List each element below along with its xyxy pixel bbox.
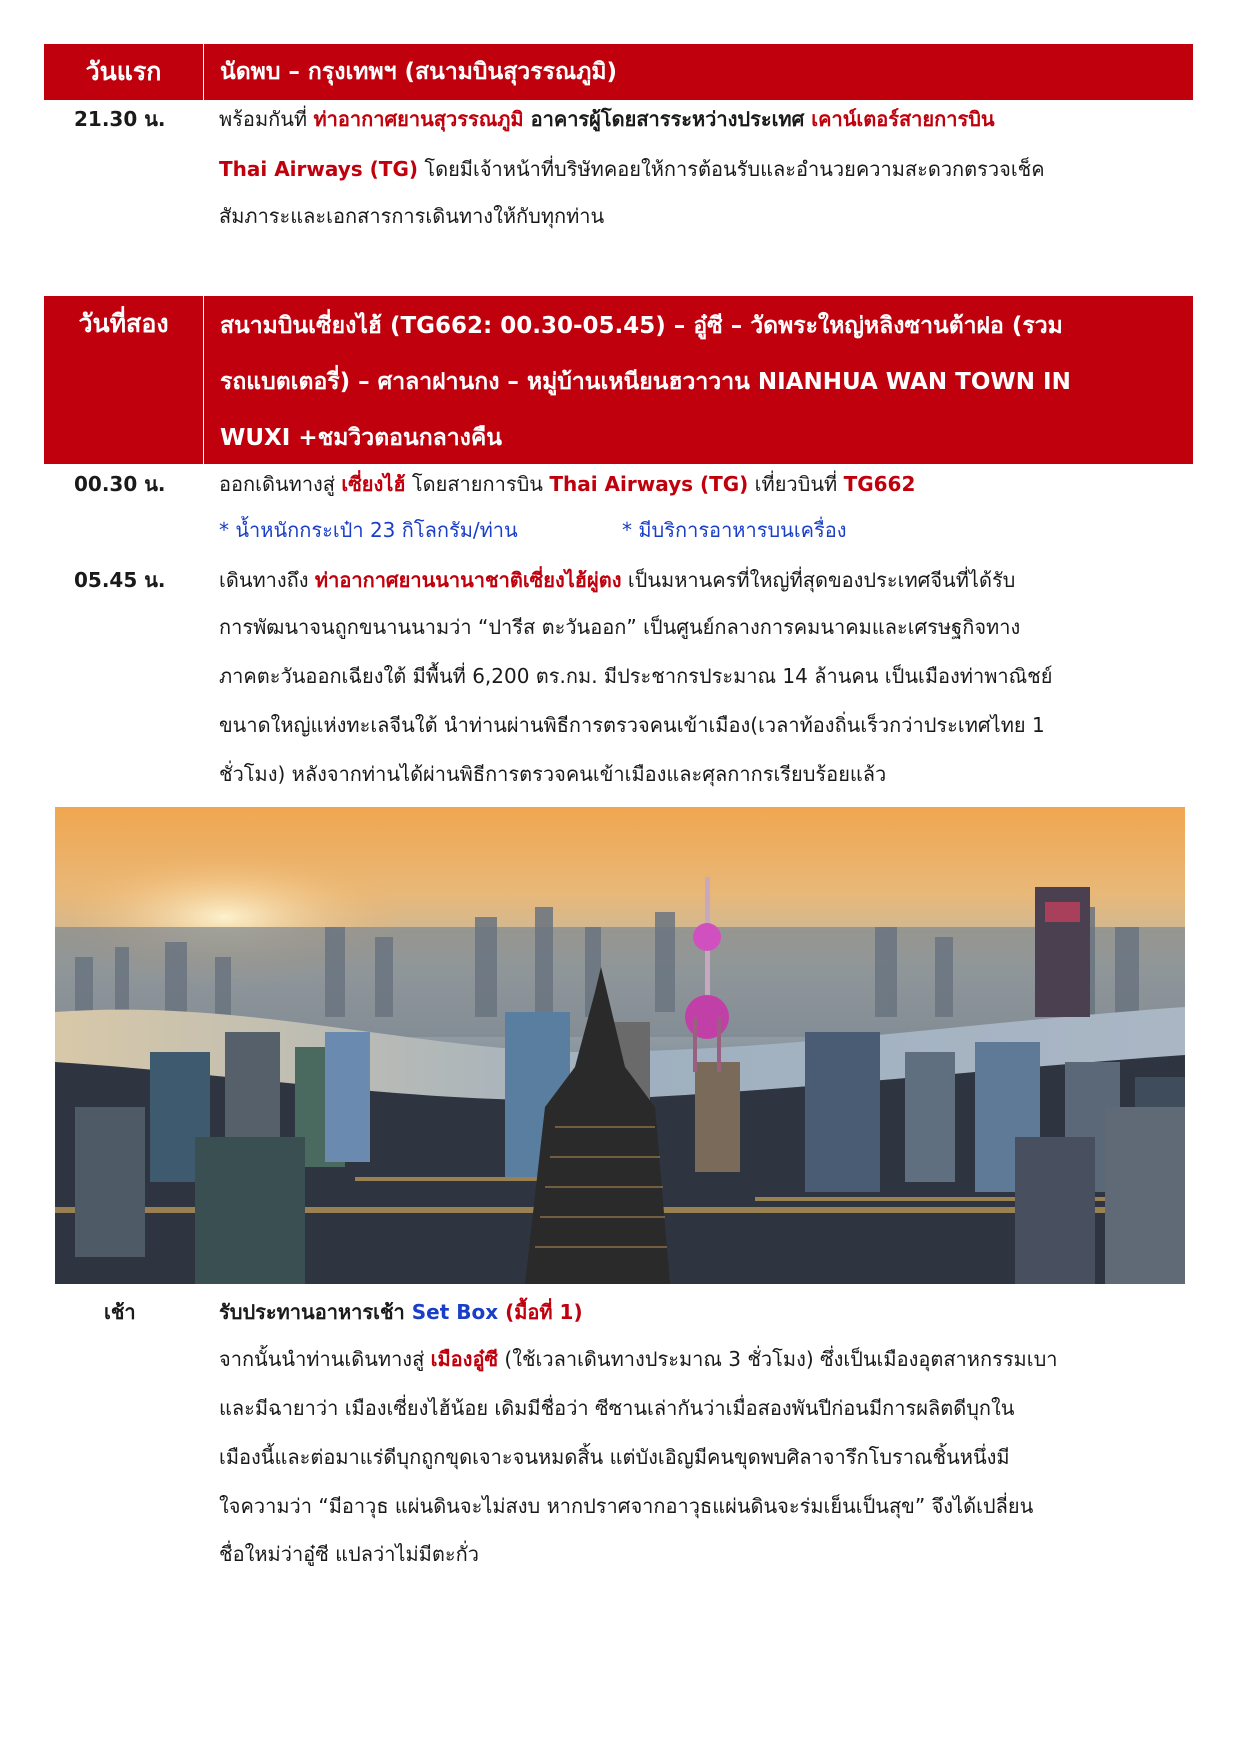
- day1-line2: Thai Airways (TG) โดยมีเจ้าหน้าที่บริษัทคอยให้การต้อนรับและอำนวยความสะดวกตรวจเช็ค: [219, 157, 1045, 181]
- day1-header: [44, 44, 1193, 100]
- wuxi-line1: จากนั้นนำท่านเดินทางสู่ เมืองอู๋ซี (ใช้เวลาเดินทางประมาณ 3 ชั่วโมง) ซึ่งเป็นเมืองอุตสาหกรรมเบา: [219, 1347, 1058, 1371]
- arrival-line5: ชั่วโมง) หลังจากท่านได้ผ่านพิธีการตรวจคนเข้าเมืองและศุลกากรเรียบร้อยแล้ว: [219, 762, 887, 786]
- breakfast-label: เช้า: [104, 1300, 136, 1324]
- day1-time: 21.30 น.: [74, 107, 166, 131]
- day1-line3: สัมภาระและเอกสารการเดินทางให้กับทุกท่าน: [219, 204, 605, 228]
- breakfast-line: รับประทานอาหารเช้า Set Box (มื้อที่ 1): [219, 1300, 583, 1324]
- day2-header: [44, 296, 1193, 464]
- arrival-line2: การพัฒนาจนถูกขนานนามว่า “ปารีส ตะวันออก” เป็นศูนย์กลางการคมนาคมและเศรษฐกิจทาง: [219, 615, 1021, 639]
- arrival-time: 05.45 น.: [74, 568, 166, 592]
- day1-label: วันแรก: [44, 44, 204, 100]
- wuxi-line3: เมืองนี้และต่อมาแร่ดีบุกถูกขุดเจาะจนหมดสิ้น แต่บังเอิญมีคนขุดพบศิลาจารึกโบราณชิ้นหนึ่งมี: [219, 1445, 1010, 1469]
- departure-time: 00.30 น.: [74, 472, 166, 496]
- day2-title: [204, 296, 1193, 464]
- day2-label: วันที่สอง: [44, 296, 204, 464]
- arrival-line4: ขนาดใหญ่แห่งทะเลจีนใต้ นำท่านผ่านพิธีการตรวจคนเข้าเมือง(เวลาท้องถิ่นเร็วกว่าประเทศไทย 1: [219, 713, 1045, 737]
- day2-title-line2: รถแบตเตอรี่) – ศาลาฝานกง – หมู่บ้านเหนียนฮวาวาน NIANHUA WAN TOWN IN: [220, 369, 1071, 395]
- wuxi-line4: ใจความว่า “มีอาวุธ แผ่นดินจะไม่สงบ หากปราศจากอาวุธแผ่นดินจะร่มเย็นเป็นสุข” จึงได้เปลี่ยน: [219, 1494, 1034, 1518]
- meal-note: * มีบริการอาหารบนเครื่อง: [622, 518, 847, 542]
- wuxi-line2: และมีฉายาว่า เมืองเซี่ยงไฮ้น้อย เดิมมีชื่อว่า ซีซานเล่ากันว่าเมื่อสองพันปีก่อนมีการผลิตดีบุกใน: [219, 1396, 1015, 1420]
- day2-title-line3: WUXI +ชมวิวตอนกลางคืน: [220, 425, 502, 451]
- wuxi-line5: ชื่อใหม่ว่าอู๋ซี แปลว่าไม่มีตะกั่ว: [219, 1542, 479, 1566]
- day2-title-line1: สนามบินเซี่ยงไฮ้ (TG662: 00.30-05.45) – อู๋ซี – วัดพระใหญ่หลิงซานต้าฝอ (รวม: [220, 313, 1063, 339]
- day1-line1: พร้อมกันที่ ท่าอากาศยานสุวรรณภูมิ อาคารผู้โดยสารระหว่างประเทศ เคาน์เตอร์สายการบิน: [219, 107, 995, 131]
- arrival-line1: เดินทางถึง ท่าอากาศยานนานาชาติเซี่ยงไฮ้ผู่ตง เป็นมหานครที่ใหญ่ที่สุดของประเทศจีนที่ได้รับ: [219, 568, 1016, 592]
- baggage-note: * น้ำหนักกระเป๋า 23 กิโลกรัม/ท่าน: [219, 518, 518, 542]
- shanghai-skyline-photo: [55, 807, 1185, 1284]
- day1-title: นัดพบ – กรุงเทพฯ (สนามบินสุวรรณภูมิ): [220, 59, 618, 85]
- departure-line: ออกเดินทางสู่ เซี่ยงไฮ้ โดยสายการบิน Thai Airways (TG) เที่ยวบินที่ TG662: [219, 472, 916, 496]
- arrival-line3: ภาคตะวันออกเฉียงใต้ มีพื้นที่ 6,200 ตร.กม. มีประชากรประมาณ 14 ล้านคน เป็นเมืองท่าพาณิชย์: [219, 664, 1053, 688]
